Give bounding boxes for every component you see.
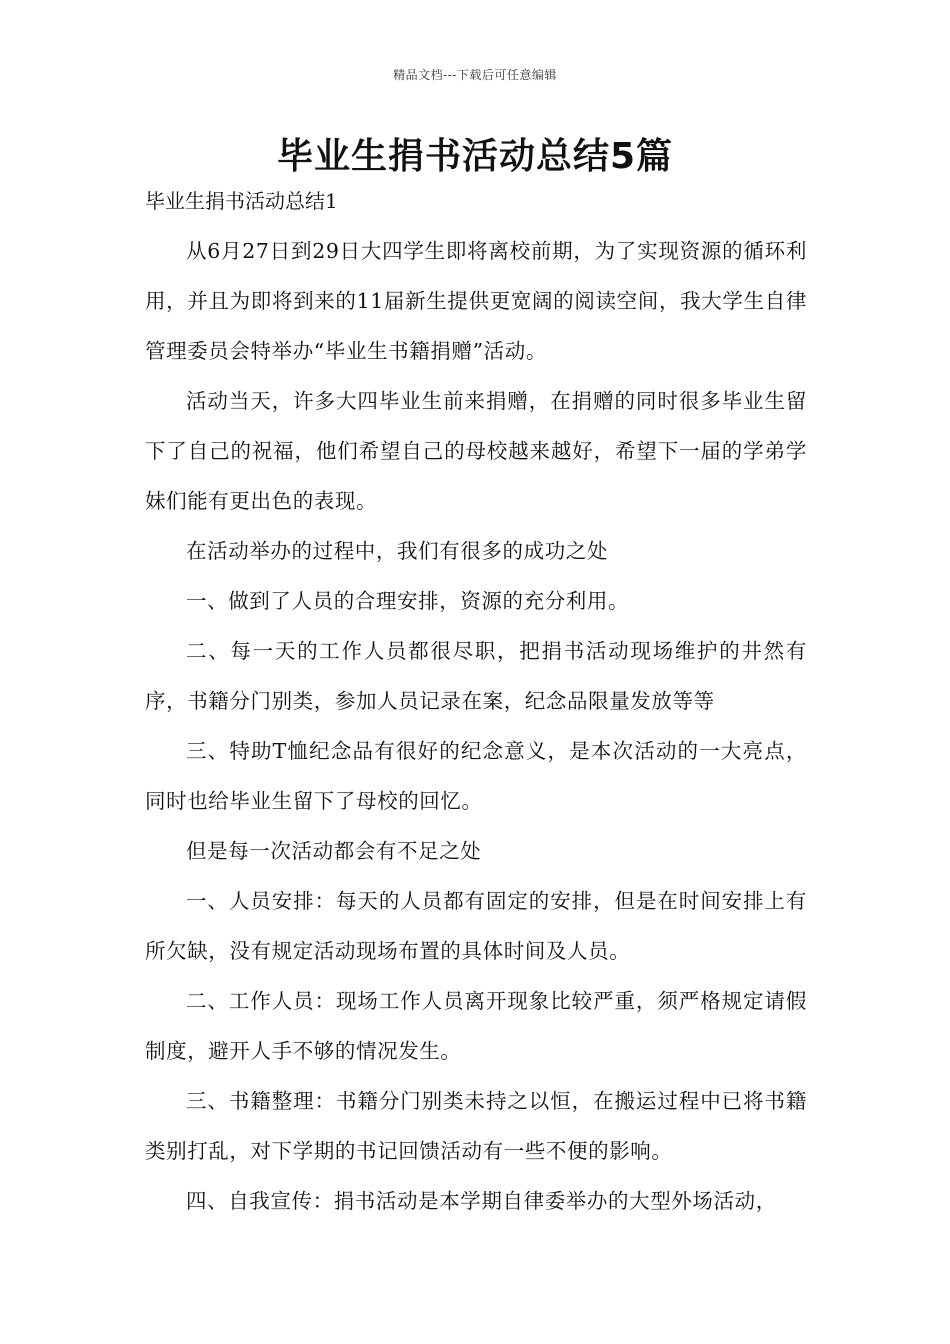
paragraph: 但是每一次活动都会有不足之处 — [186, 839, 482, 863]
paragraph: 活动当天，许多大四毕业生前来捐赠，在捐赠的同时很多毕业生留下了自己的祝福，他们希望自己的母校越来越好，希望下一届的学弟学妹们能有更出色的表现。 — [145, 389, 807, 513]
paragraph: 二、工作人员：现场工作人员离开现象比较严重，须严格规定请假制度，避开人手不够的情况发生。 — [145, 989, 807, 1063]
paragraph: 二、每一天的工作人员都很尽职，把捐书活动现场维护的井然有序，书籍分门别类，参加人员记录在案，纪念品限量发放等等 — [145, 639, 807, 713]
paragraph: 四、自我宣传：捐书活动是本学期自律委举办的大型外场活动， — [186, 1189, 777, 1213]
paragraph: 一、人员安排：每天的人员都有固定的安排，但是在时间安排上有所欠缺，没有规定活动现场布置的具体时间及人员。 — [145, 889, 807, 963]
paragraph: 三、特助T恤纪念品有很好的纪念意义，是本次活动的一大亮点，同时也给毕业生留下了母校的回忆。 — [145, 739, 807, 813]
header-note: 精品文档---下载后可任意编辑 — [393, 68, 557, 82]
body-text — [145, 226, 807, 1226]
paragraph: 在活动举办的过程中，我们有很多的成功之处 — [186, 539, 608, 563]
paragraph: 从6月27日到29日大四学生即将离校前期，为了实现资源的循环利用，并且为即将到来的11届新生提供更宽阔的阅读空间，我大学生自律管理委员会特举办“毕业生书籍捐赠”活动。 — [145, 239, 807, 363]
paragraph: 三、书籍整理：书籍分门别类未持之以恒，在搬运过程中已将书籍类别打乱，对下学期的书记回馈活动有一些不便的影响。 — [145, 1089, 807, 1163]
document-title: 毕业生捐书活动总结5篇 — [276, 136, 674, 177]
section-heading: 毕业生捐书活动总结1 — [145, 189, 338, 213]
paragraph: 一、做到了人员的合理安排，资源的充分利用。 — [186, 589, 630, 613]
